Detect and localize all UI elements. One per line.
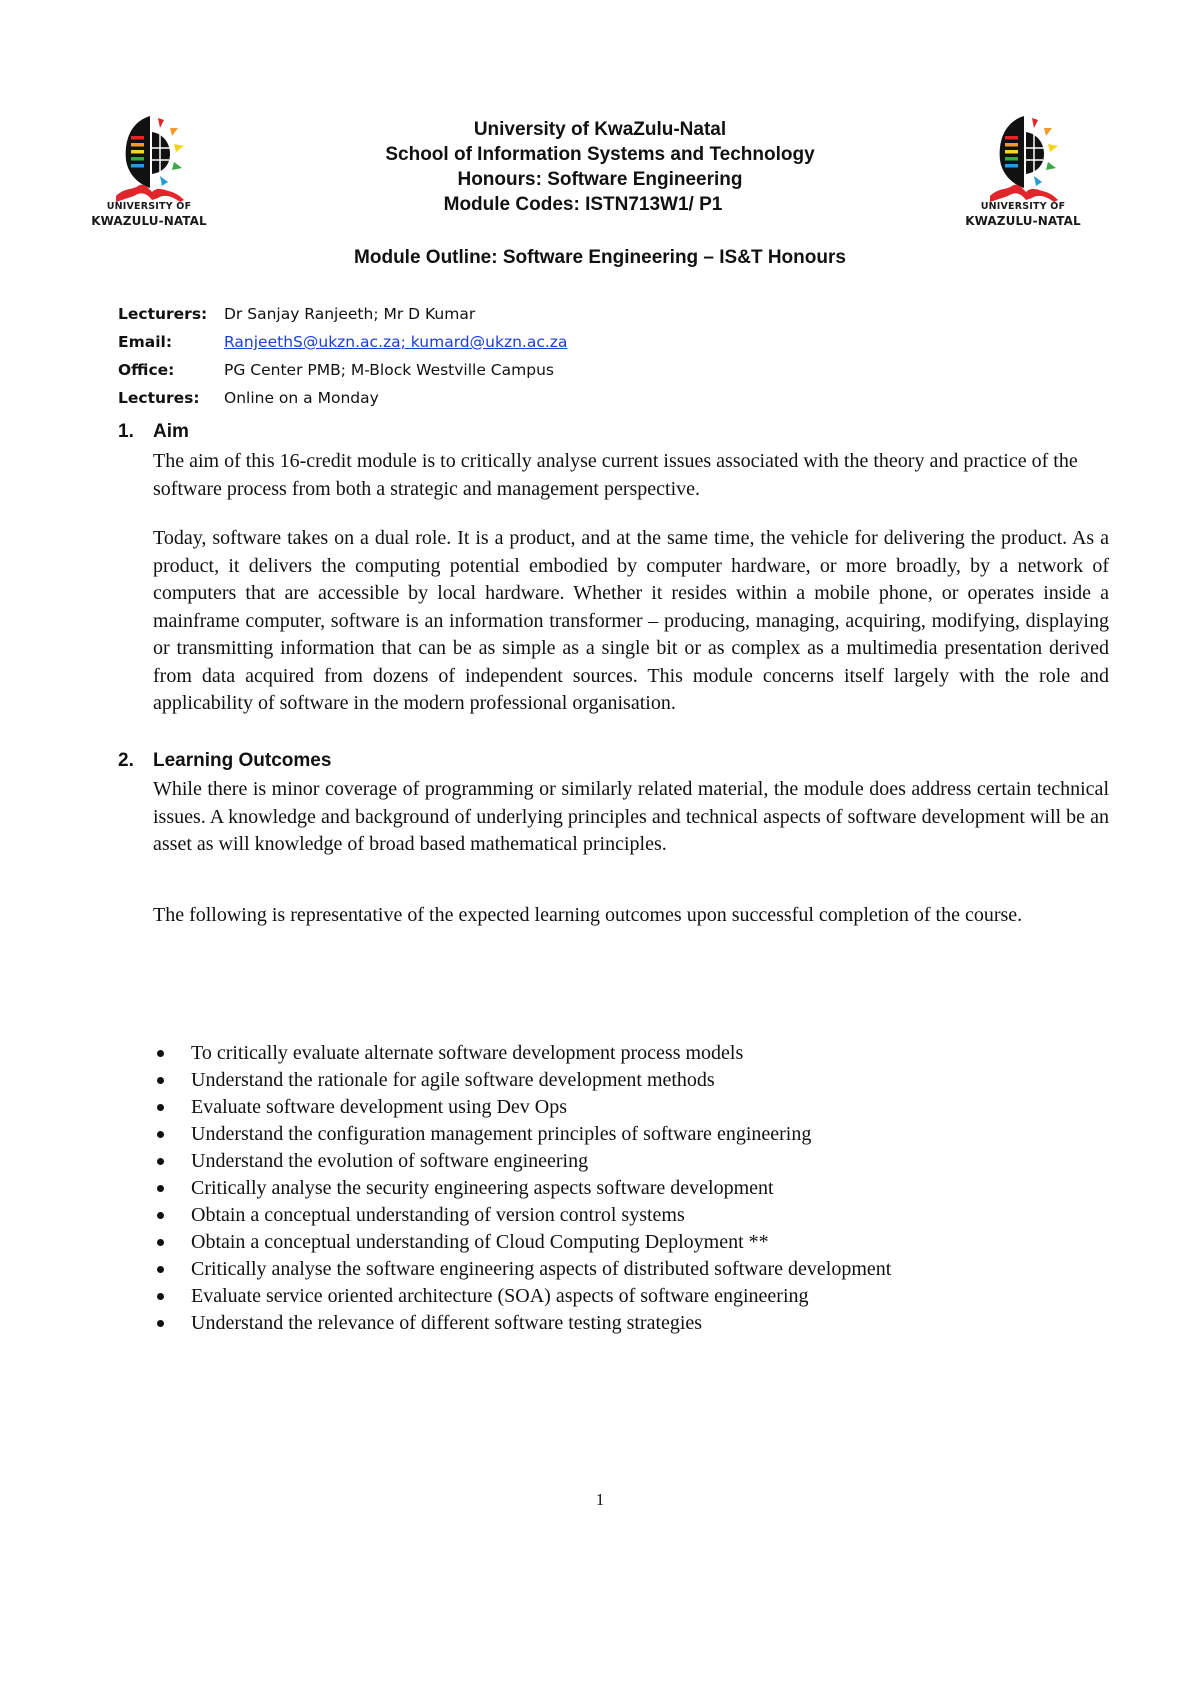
school-name: School of Information Systems and Technology [385, 144, 815, 165]
office-value: PG Center PMB; M-Block Westville Campus [224, 361, 554, 379]
list-item-text: Obtain a conceptual understanding of Cloud Computing Deployment ** [191, 1231, 769, 1253]
list-item [153, 1148, 1093, 1175]
list-item [153, 1283, 1093, 1310]
list-item-text: Obtain a conceptual understanding of version control systems [191, 1204, 685, 1226]
lectures-label: Lectures: [118, 389, 200, 407]
email-link[interactable]: RanjeethS@ukzn.ac.za; kumard@ukzn.ac.za [224, 333, 568, 351]
section-heading-aim [118, 421, 189, 443]
outcomes-paragraph-2: The following is representative of the expected learning outcomes upon successful completion of the course. [153, 904, 1023, 926]
list-item [153, 1175, 1093, 1202]
programme-name: Honours: Software Engineering [457, 169, 743, 190]
bullet-icon [157, 1158, 164, 1165]
logo-line-1: UNIVERSITY OF [106, 201, 192, 212]
bullet-icon [157, 1266, 164, 1273]
list-item [153, 1121, 1093, 1148]
logo-line-2: KWAZULU-NATAL [91, 214, 207, 228]
bullet-icon [157, 1239, 164, 1246]
bullet-icon [157, 1104, 164, 1111]
lecturers-label: Lecturers: [118, 305, 208, 323]
list-item [153, 1202, 1093, 1229]
section-heading-learning-outcomes [118, 750, 331, 772]
bullet-icon [157, 1050, 164, 1057]
list-item-text: Understand the configuration management principles of software engineering [191, 1123, 812, 1145]
logo-caption [958, 200, 1088, 228]
outcomes-paragraph-1: While there is minor coverage of programming or similarly related material, the module does address certain technical issues. A knowledge and background of underlying principles and technical aspects of software development will be an asset as will knowledge of broad based mathematical principles. [153, 778, 1109, 855]
info-row-email [118, 328, 567, 356]
page-number: 1 [595, 1490, 605, 1509]
logo-line-1: UNIVERSITY OF [980, 201, 1066, 212]
university-logo-right [958, 112, 1088, 232]
section-number: 2. [118, 750, 134, 771]
list-item [153, 1040, 1093, 1067]
section-title: Learning Outcomes [153, 750, 332, 771]
aim-paragraph-2: Today, software takes on a dual role. It is a product, and at the same time, the vehicle for delivering the product. As a product, it delivers the computing potential embodied by computer hardware, or more broadly, by a network of computers that are accessible by local hardware. Whether it resides within a mobile phone, or operates inside a mainframe computer, software is an information transformer – producing, managing, acquiring, modifying, displaying or transmitting information that can be as simple as a single bit or as complex as a multimedia presentation derived from data acquired from dozens of independent sources. This module concerns itself largely with the role and applicability of software in the modern professional organisation. [153, 527, 1109, 714]
list-item-text: Evaluate software development using Dev Ops [191, 1096, 568, 1118]
bullet-icon [157, 1131, 164, 1138]
list-item-text: To critically evaluate alternate software development process models [191, 1042, 744, 1064]
info-row-office [118, 356, 567, 384]
list-item [153, 1256, 1093, 1283]
learning-outcomes-list [153, 1040, 1093, 1337]
aim-paragraph-1: The aim of this 16-credit module is to critically analyse current issues associated with the theory and practice of the software process from both a strategic and management perspective. [153, 450, 1078, 500]
office-label: Office: [118, 361, 175, 379]
list-item-text: Understand the evolution of software engineering [191, 1150, 589, 1172]
list-item-text: Critically analyse the security engineering aspects software development [191, 1177, 774, 1199]
module-info [118, 300, 567, 412]
ukzn-shield-icon [114, 112, 186, 202]
ukzn-shield-icon [988, 112, 1060, 202]
list-item-text: Critically analyse the software engineering aspects of distributed software development [191, 1258, 892, 1280]
university-logo-left [84, 112, 214, 232]
section-title: Aim [153, 421, 189, 442]
logo-line-2: KWAZULU-NATAL [965, 214, 1081, 228]
section-number: 1. [118, 421, 134, 442]
list-item [153, 1310, 1093, 1337]
list-item-text: Understand the relevance of different software testing strategies [191, 1312, 703, 1334]
bullet-icon [157, 1077, 164, 1084]
info-row-lecturers [118, 300, 567, 328]
document-header [300, 117, 900, 217]
logo-caption [84, 200, 214, 228]
list-item [153, 1067, 1093, 1094]
info-row-lectures [118, 384, 567, 412]
module-codes: Module Codes: ISTN713W1/ P1 [443, 194, 723, 215]
email-label: Email: [118, 333, 173, 351]
bullet-icon [157, 1185, 164, 1192]
bullet-icon [157, 1320, 164, 1327]
lectures-value: Online on a Monday [224, 389, 379, 407]
bullet-icon [157, 1212, 164, 1219]
list-item [153, 1094, 1093, 1121]
university-name: University of KwaZulu-Natal [473, 119, 727, 140]
page-title: Module Outline: Software Engineering – IS&T Honours [354, 247, 846, 268]
lecturers-value: Dr Sanjay Ranjeeth; Mr D Kumar [224, 305, 476, 323]
list-item-text: Evaluate service oriented architecture (SOA) aspects of software engineering [191, 1285, 809, 1307]
list-item-text: Understand the rationale for agile software development methods [191, 1069, 715, 1091]
list-item [153, 1229, 1093, 1256]
bullet-icon [157, 1293, 164, 1300]
